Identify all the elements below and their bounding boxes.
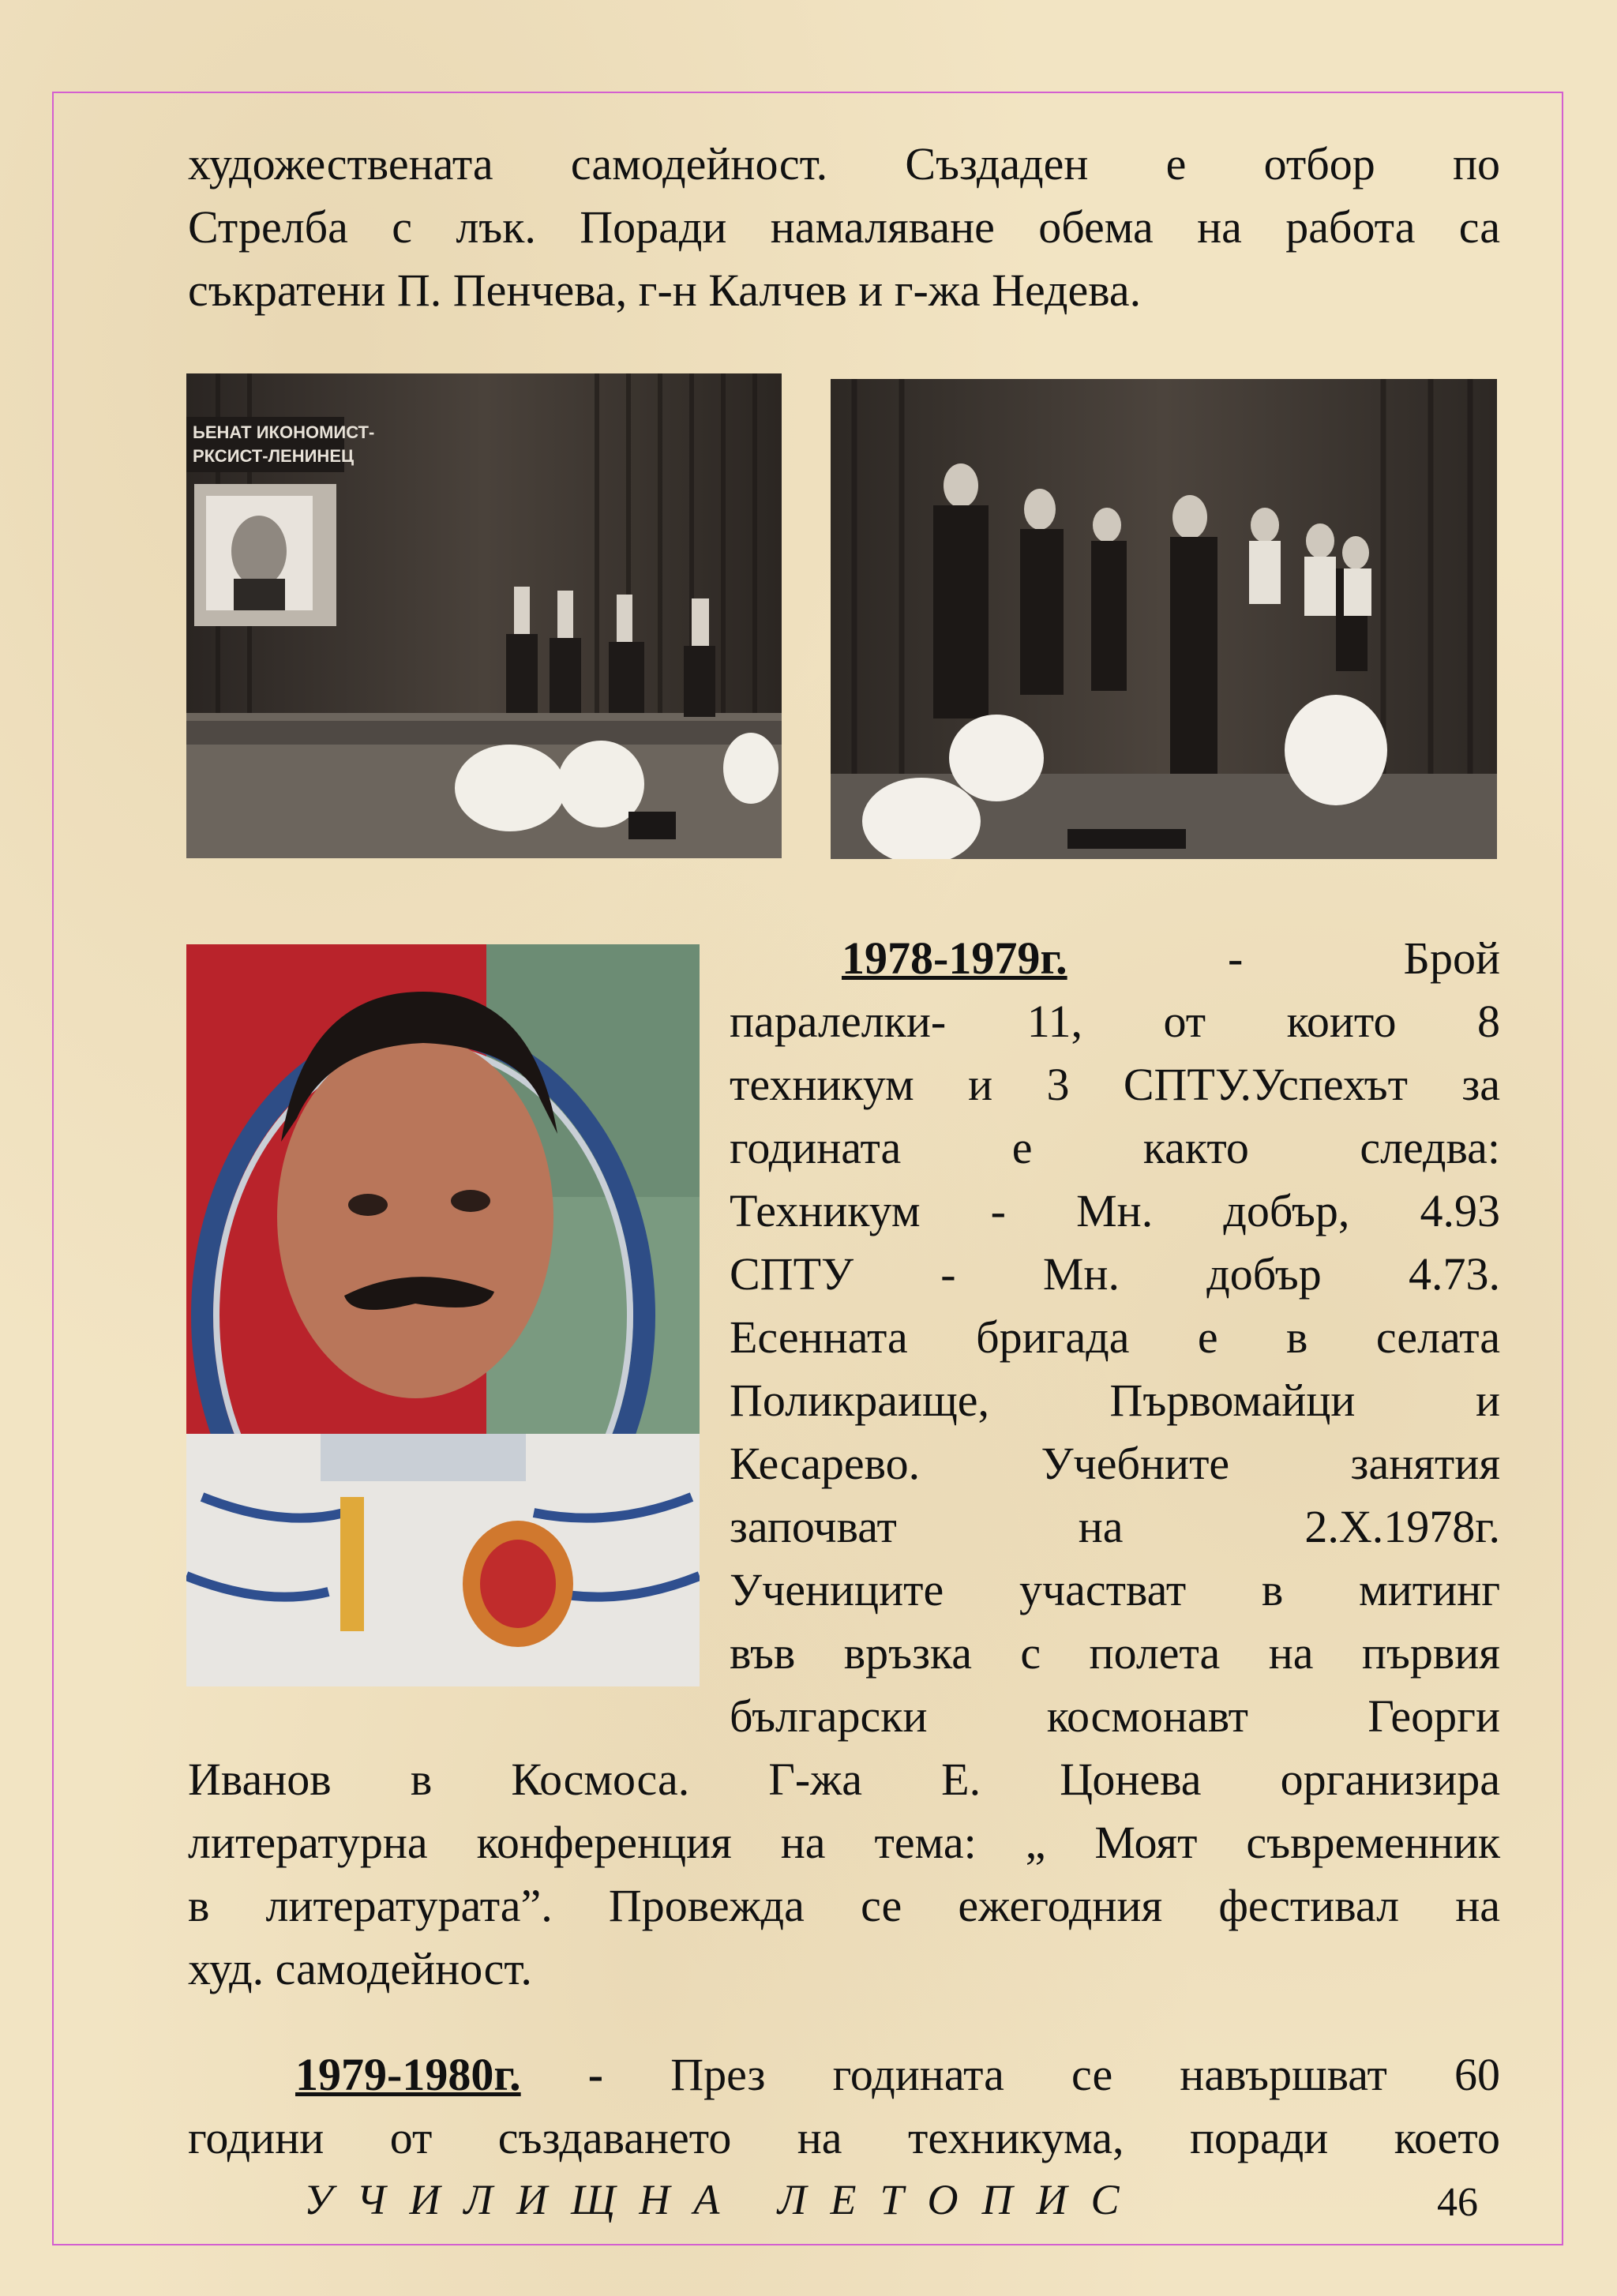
year-1979: 1979-1980г. xyxy=(295,2049,521,2100)
section-line: СПТУ - Мн. добър 4.73. xyxy=(730,1248,1500,1300)
section-line: техникум и 3 СПТУ.Успехът за xyxy=(730,1059,1500,1110)
section-line: Техникум - Мн. добър, 4.93 xyxy=(730,1185,1500,1236)
section-line: в литературата”. Провежда се ежегодния фестивал на xyxy=(188,1880,1500,1931)
intro-line: Стрелба с лък. Поради намаляване обема на работа са xyxy=(188,201,1500,253)
year-1978: 1978-1979г. xyxy=(842,932,1067,984)
section-line: Есенната бригада е в селата xyxy=(730,1311,1500,1363)
section-line: Поликраище, Първомайци и xyxy=(730,1375,1500,1426)
section-1979 xyxy=(188,2043,1500,2170)
section-line: български космонавт Георги xyxy=(730,1690,1500,1742)
svg-text:РКСИСТ-ЛЕНИНЕЦ: РКСИСТ-ЛЕНИНЕЦ xyxy=(193,446,355,466)
section-line: худ. самодейност. xyxy=(188,1943,532,1994)
photo-stage-left xyxy=(186,373,782,858)
section-line: Иванов в Космоса. Г-жа Е. Цонева организира xyxy=(188,1754,1500,1805)
section-line: във връзка с полета на първия xyxy=(730,1627,1500,1679)
page-number: 46 xyxy=(1437,2180,1478,2225)
footer-title: УЧИЛИЩНА ЛЕТОПИС xyxy=(304,2176,1143,2223)
section-line: Кесарево. Учебните занятия xyxy=(730,1438,1500,1489)
section-1978-continued xyxy=(188,1748,1500,2001)
intro-paragraph xyxy=(188,133,1500,322)
photo-stage-right xyxy=(831,379,1497,859)
section-line: години от създаването на техникума, поради което xyxy=(188,2112,1500,2163)
section-1978-wrapped xyxy=(730,927,1500,1748)
photo-cosmonaut xyxy=(186,944,700,1686)
section-line: годината е както следва: xyxy=(730,1122,1500,1173)
section-line: литературна конференция на тема: „ Моят съвременник xyxy=(188,1817,1500,1868)
section-line: Учениците участват в митинг xyxy=(730,1564,1500,1615)
section-line: започват на 2.Х.1978г. xyxy=(730,1501,1500,1552)
section-line: паралелки- 11, от които 8 xyxy=(730,996,1500,1047)
section-1979-first-line: 1979-1980г. - През годината се навършват 60 xyxy=(295,2049,1501,2100)
banner-text: ЬЕНАТ ИКОНОМИСТ- xyxy=(193,422,375,442)
intro-line: художествената самодейност. Създаден е отбор по xyxy=(188,138,1500,189)
intro-line: съкратени П. Пенчева, г-н Калчев и г-жа Недева. xyxy=(188,264,1142,316)
section-1978-first-line: 1978-1979г. - Брой xyxy=(842,932,1500,984)
